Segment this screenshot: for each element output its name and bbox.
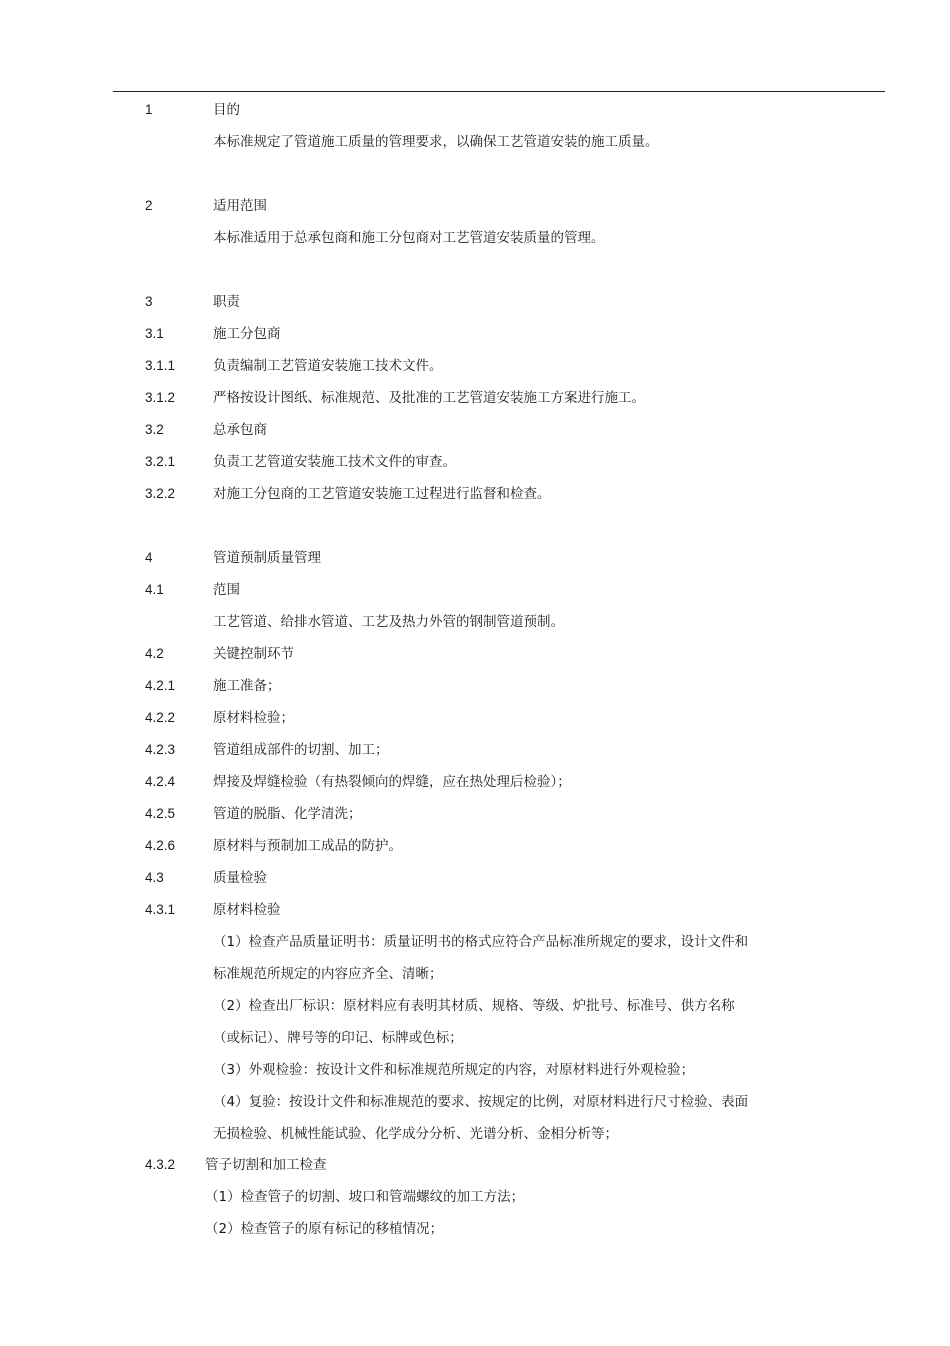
section-text: （4）复验：按设计文件和标准规范的要求、按规定的比例，对原材料进行尺寸检验、表面 bbox=[213, 1094, 749, 1110]
section-number: 3.1.1 bbox=[145, 358, 176, 373]
section-text: 关键控制环节 bbox=[213, 646, 294, 662]
subsection-line bbox=[0, 675, 950, 697]
subsection-line bbox=[0, 579, 950, 601]
subsection-line bbox=[0, 387, 950, 409]
section-number: 4.3.1 bbox=[145, 902, 176, 917]
section-text: 无损检验、机械性能试验、化学成分分析、光谱分析、金相分析等； bbox=[213, 1126, 618, 1142]
section-text: 负责工艺管道安装施工技术文件的审查。 bbox=[213, 454, 456, 470]
section-text: 施工分包商 bbox=[213, 326, 281, 342]
section-number: 4.3.2 bbox=[145, 1157, 176, 1172]
section-text: 原材料检验； bbox=[213, 710, 294, 726]
section-text: 管道预制质量管理 bbox=[213, 550, 321, 566]
section-number: 4.2 bbox=[145, 646, 164, 661]
list-item-continuation bbox=[0, 963, 950, 985]
section-number: 1 bbox=[145, 102, 153, 117]
paragraph-line bbox=[0, 227, 950, 249]
section-text: 管子切割和加工检查 bbox=[205, 1157, 327, 1173]
section-text: 目的 bbox=[213, 102, 240, 118]
subsection-line bbox=[0, 707, 950, 729]
subsection-line bbox=[0, 739, 950, 761]
section-number: 4.2.2 bbox=[145, 710, 176, 725]
section-number: 4 bbox=[145, 550, 153, 565]
section-number: 3 bbox=[145, 294, 153, 309]
section-number: 4.3 bbox=[145, 870, 164, 885]
list-item-continuation bbox=[0, 1027, 950, 1049]
header-rule bbox=[113, 91, 885, 92]
subsection-line bbox=[0, 355, 950, 377]
section-text: 标准规范所规定的内容应齐全、清晰； bbox=[213, 966, 443, 982]
subsection-line bbox=[0, 451, 950, 473]
subsection-line bbox=[0, 419, 950, 441]
subsection-line bbox=[0, 803, 950, 825]
subsection-line bbox=[0, 483, 950, 505]
section-number: 4.2.6 bbox=[145, 838, 176, 853]
section-text: 质量检验 bbox=[213, 870, 267, 886]
list-item bbox=[0, 1186, 950, 1208]
section-text: 原材料与预制加工成品的防护。 bbox=[213, 838, 402, 854]
section-number: 4.1 bbox=[145, 582, 164, 597]
section-number: 3.2.1 bbox=[145, 454, 176, 469]
section-text: （1）检查管子的切割、坡口和管端螺纹的加工方法； bbox=[205, 1189, 525, 1205]
section-number: 3.1.2 bbox=[145, 390, 176, 405]
list-item bbox=[0, 1091, 950, 1113]
section-text: （2）检查管子的原有标记的移植情况； bbox=[205, 1221, 444, 1237]
section-number: 3.2.2 bbox=[145, 486, 176, 501]
section-text: 原材料检验 bbox=[213, 902, 281, 918]
section-text: 工艺管道、给排水管道、工艺及热力外管的钢制管道预制。 bbox=[213, 614, 564, 630]
section-text: 严格按设计图纸、标准规范、及批准的工艺管道安装施工方案进行施工。 bbox=[213, 390, 645, 406]
section-text: 本标准适用于总承包商和施工分包商对工艺管道安装质量的管理。 bbox=[213, 230, 605, 246]
section-number: 3.2 bbox=[145, 422, 164, 437]
subsection-line bbox=[0, 867, 950, 889]
section-heading bbox=[0, 547, 950, 569]
section-text: （3）外观检验：按设计文件和标准规范所规定的内容，对原材料进行外观检验； bbox=[213, 1062, 695, 1078]
section-text: 焊接及焊缝检验（有热裂倾向的焊缝，应在热处理后检验）； bbox=[213, 774, 571, 790]
section-text: 职责 bbox=[213, 294, 240, 310]
section-text: （2）检查出厂标识：原材料应有表明其材质、规格、等级、炉批号、标准号、供方名称 bbox=[213, 998, 735, 1014]
section-number: 4.2.3 bbox=[145, 742, 176, 757]
list-item-continuation bbox=[0, 1123, 950, 1145]
section-text: 本标准规定了管道施工质量的管理要求，以确保工艺管道安装的施工质量。 bbox=[213, 134, 659, 150]
paragraph-line bbox=[0, 611, 950, 633]
list-item bbox=[0, 995, 950, 1017]
section-heading bbox=[0, 291, 950, 313]
subsection-line bbox=[0, 771, 950, 793]
section-number: 4.2.5 bbox=[145, 806, 176, 821]
section-text: 对施工分包商的工艺管道安装施工过程进行监督和检查。 bbox=[213, 486, 551, 502]
section-number: 4.2.4 bbox=[145, 774, 176, 789]
section-text: 管道的脱脂、化学清洗； bbox=[213, 806, 362, 822]
section-number: 2 bbox=[145, 198, 153, 213]
section-text: 负责编制工艺管道安装施工技术文件。 bbox=[213, 358, 443, 374]
section-heading bbox=[0, 99, 950, 121]
subsection-line bbox=[0, 643, 950, 665]
section-heading bbox=[0, 195, 950, 217]
list-item bbox=[0, 1059, 950, 1081]
list-item bbox=[0, 931, 950, 953]
section-number: 4.2.1 bbox=[145, 678, 176, 693]
section-text: 范围 bbox=[213, 582, 240, 598]
section-text: （或标记）、牌号等的印记、标牌或色标； bbox=[213, 1030, 463, 1046]
subsection-line bbox=[0, 323, 950, 345]
section-text: 施工准备； bbox=[213, 678, 281, 694]
paragraph-line bbox=[0, 131, 950, 153]
subsection-line bbox=[0, 835, 950, 857]
section-text: 总承包商 bbox=[213, 422, 267, 438]
subsection-line bbox=[0, 1154, 950, 1176]
section-text: 适用范围 bbox=[213, 198, 267, 214]
subsection-line bbox=[0, 899, 950, 921]
section-text: （1）检查产品质量证明书：质量证明书的格式应符合产品标准所规定的要求，设计文件和 bbox=[213, 934, 749, 950]
section-number: 3.1 bbox=[145, 326, 164, 341]
section-text: 管道组成部件的切割、加工； bbox=[213, 742, 389, 758]
list-item bbox=[0, 1218, 950, 1240]
